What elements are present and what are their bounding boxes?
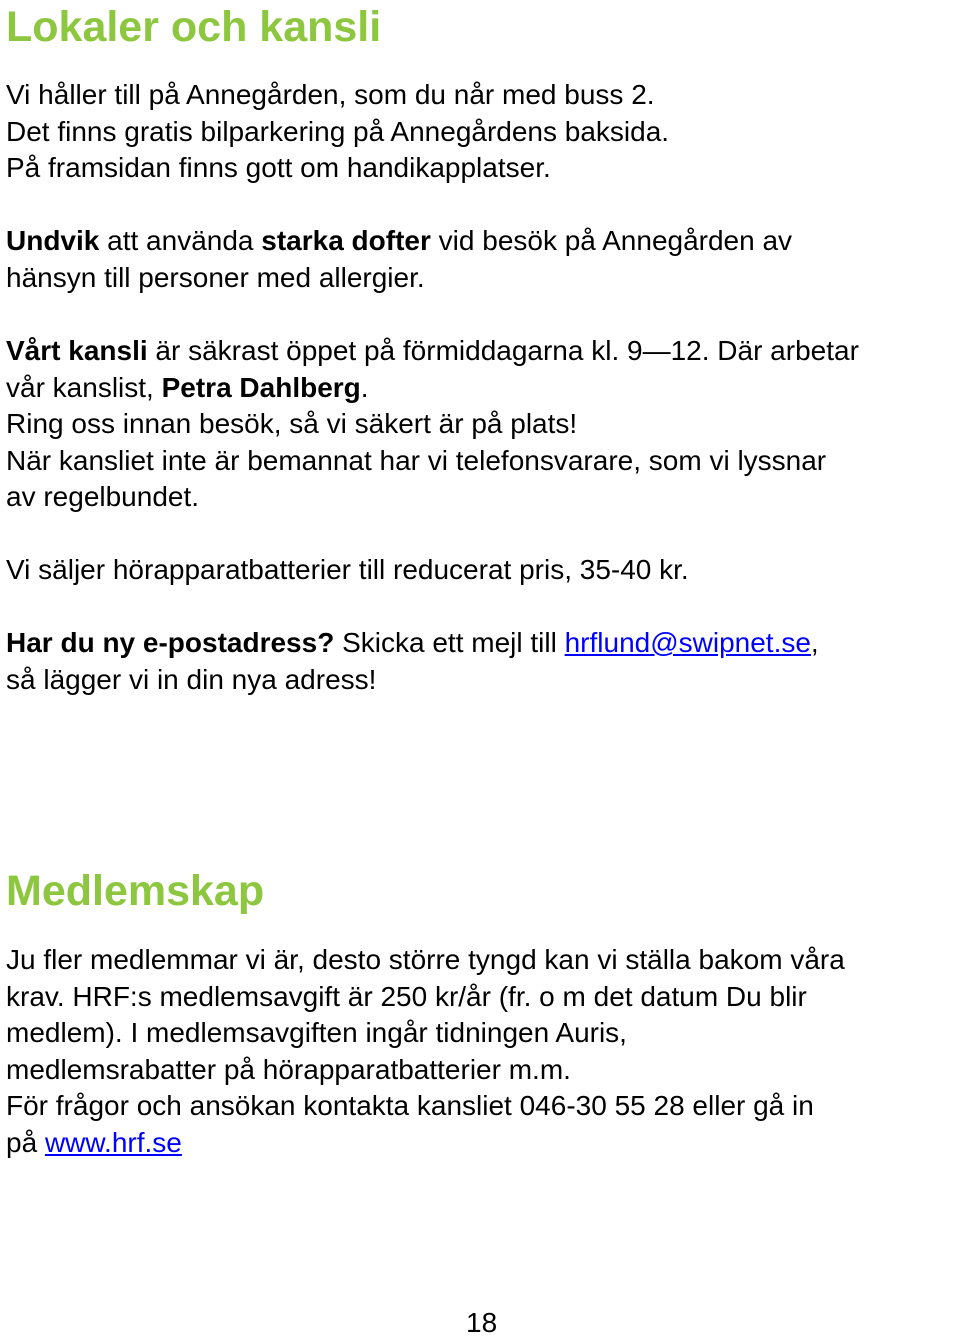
bold-text: Har du ny e-postadress? bbox=[6, 627, 335, 658]
text-line: På framsidan finns gott om handikapplatser. bbox=[6, 152, 551, 183]
text-line: Vi säljer hörapparatbatterier till reducerat pris, 35-40 kr. bbox=[6, 554, 689, 585]
paragraph-scents bbox=[6, 223, 792, 296]
website-link[interactable]: www.hrf.se bbox=[44, 1126, 182, 1158]
email-link[interactable]: hrflund@swipnet.se bbox=[564, 627, 811, 658]
heading-medlemskap: Medlemskap bbox=[6, 867, 265, 915]
page-number: 18 bbox=[466, 1307, 498, 1338]
text: vid besök på Annegården av bbox=[430, 225, 793, 256]
paragraph-email bbox=[6, 625, 819, 698]
text-line bbox=[6, 1125, 845, 1162]
text-line: krav. HRF:s medlemsavgift är 250 kr/år (fr. o m det datum Du blir bbox=[6, 980, 807, 1012]
text-line: Ring oss innan besök, så vi säkert är på plats! bbox=[6, 408, 578, 439]
bold-text: Petra Dahlberg bbox=[161, 371, 361, 403]
bold-text: starka dofter bbox=[261, 225, 431, 256]
text-line: Vi håller till på Annegården, som du når med buss 2. bbox=[6, 79, 655, 110]
text: på bbox=[6, 1126, 45, 1158]
text-line bbox=[6, 370, 859, 407]
text: Skicka ett mejl till bbox=[334, 627, 565, 658]
text-line: Ju fler medlemmar vi är, desto större tyngd kan vi ställa bakom våra bbox=[6, 944, 845, 975]
bold-text: Undvik bbox=[6, 225, 100, 256]
text: vår kanslist, bbox=[6, 371, 162, 403]
paragraph-location bbox=[6, 77, 669, 187]
text-line: hänsyn till personer med allergier. bbox=[6, 261, 425, 293]
text-line: medlem). I medlemsavgiften ingår tidningen Auris, bbox=[6, 1017, 627, 1048]
text-line bbox=[6, 333, 859, 370]
text-line: medlemsrabatter på hörapparatbatterier m.m. bbox=[6, 1053, 571, 1085]
text: att använda bbox=[99, 225, 262, 256]
text-line: För frågor och ansökan kontakta kansliet 046-30 55 28 eller gå in bbox=[6, 1090, 814, 1121]
text-line: Det finns gratis bilparkering på Annegårdens baksida. bbox=[6, 115, 670, 147]
paragraph-batteries bbox=[6, 552, 689, 589]
text-line bbox=[6, 223, 792, 260]
text-line: När kansliet inte är bemannat har vi telefonsvarare, som vi lyssnar bbox=[6, 444, 827, 476]
paragraph-office bbox=[6, 333, 859, 516]
heading-lokaler: Lokaler och kansli bbox=[6, 3, 382, 51]
text-line: av regelbundet. bbox=[6, 481, 200, 512]
text-line bbox=[6, 625, 819, 662]
text: , bbox=[810, 627, 819, 658]
text: är säkrast öppet på förmiddagarna kl. 9—12. Där arbetar bbox=[147, 335, 859, 366]
paragraph-membership bbox=[6, 942, 845, 1161]
text-line: så lägger vi in din nya adress! bbox=[6, 663, 377, 695]
bold-text: Vårt kansli bbox=[6, 335, 148, 366]
text: . bbox=[360, 371, 369, 403]
